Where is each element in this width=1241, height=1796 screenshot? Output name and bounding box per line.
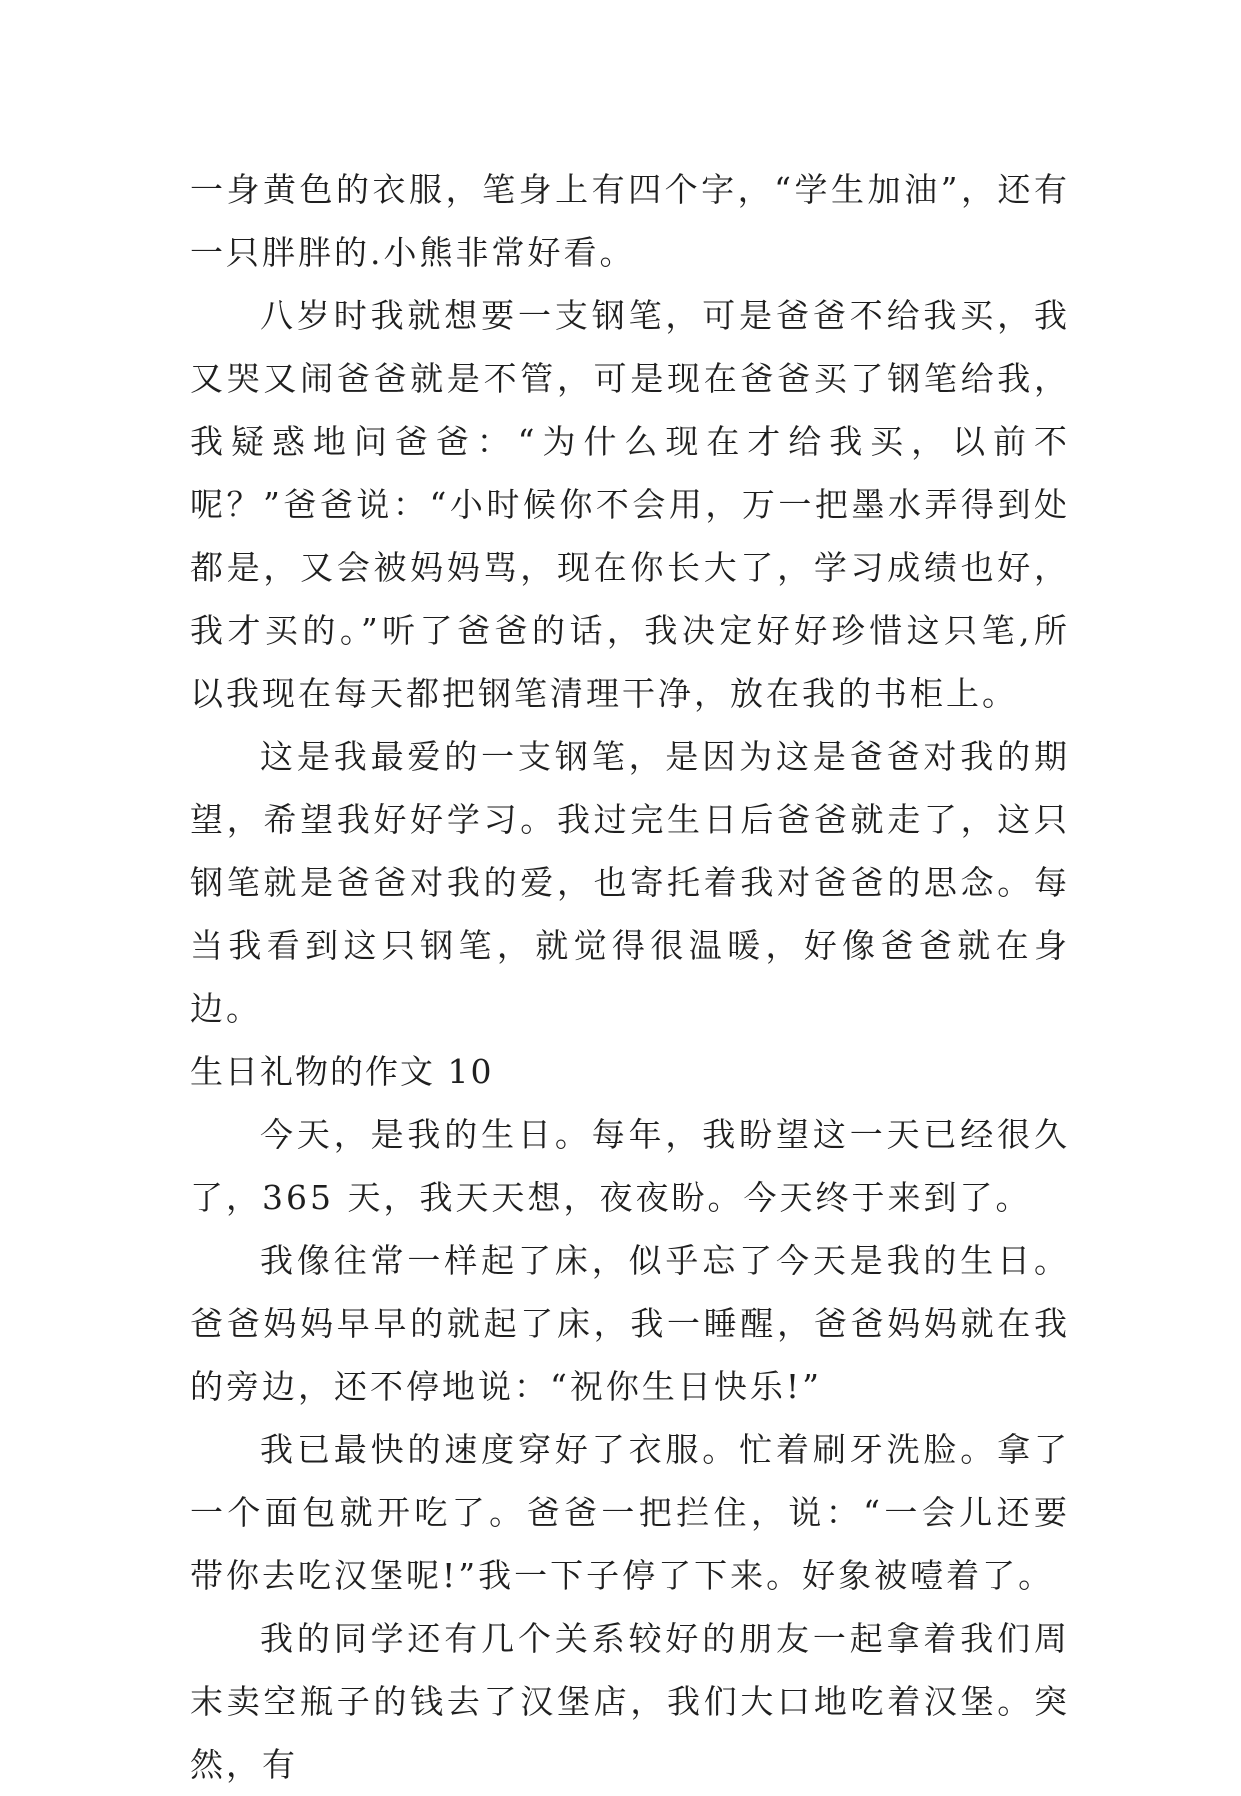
paragraph-7: 我的同学还有几个关系较好的朋友一起拿着我们周末卖空瓶子的钱去了汉堡店，我们大口地吃着汉堡。突然，有 [190, 1619, 1070, 1784]
paragraph-4: 今天，是我的生日。每年，我盼望这一天已经很久了，365 天，我天天想，夜夜盼。今天终于来到了。 [190, 1115, 1070, 1217]
paragraph-1: 一身黄色的衣服，笔身上有四个字，“学生加油”，还有一只胖胖的.小熊非常好看。 [190, 170, 1070, 272]
paragraph-2: 八岁时我就想要一支钢笔，可是爸爸不给我买，我又哭又闹爸爸就是不管，可是现在爸爸买了钢笔给我，我疑惑地问爸爸：“为什么现在才给我买，以前不呢？”爸爸说：“小时候你不会用，万一把墨水弄得到处都是，又会被妈妈骂，现在你长大了，学习成绩也好，我才买的。”听了爸爸的话，我决定好好珍惜这只笔,所以我现在每天都把钢笔清理干净，放在我的书柜上。 [190, 296, 1070, 713]
paragraph-3: 这是我最爱的一支钢笔，是因为这是爸爸对我的期望，希望我好好学习。我过完生日后爸爸就走了，这只钢笔就是爸爸对我的爱，也寄托着我对爸爸的思念。每当我看到这只钢笔，就觉得很温暖，好像爸爸就在身边。 [190, 737, 1070, 1028]
paragraph-5: 我像往常一样起了床，似乎忘了今天是我的生日。爸爸妈妈早早的就起了床，我一睡醒，爸爸妈妈就在我的旁边，还不停地说：“祝你生日快乐!” [190, 1241, 1070, 1406]
paragraph-6: 我已最快的速度穿好了衣服。忙着刷牙洗脸。拿了一个面包就开吃了。爸爸一把拦住，说：“一会儿还要带你去吃汉堡呢!”我一下子停了下来。好象被噎着了。 [190, 1430, 1070, 1595]
section-heading: 生日礼物的作文 10 [190, 1052, 494, 1091]
document-body [190, 158, 1070, 1796]
